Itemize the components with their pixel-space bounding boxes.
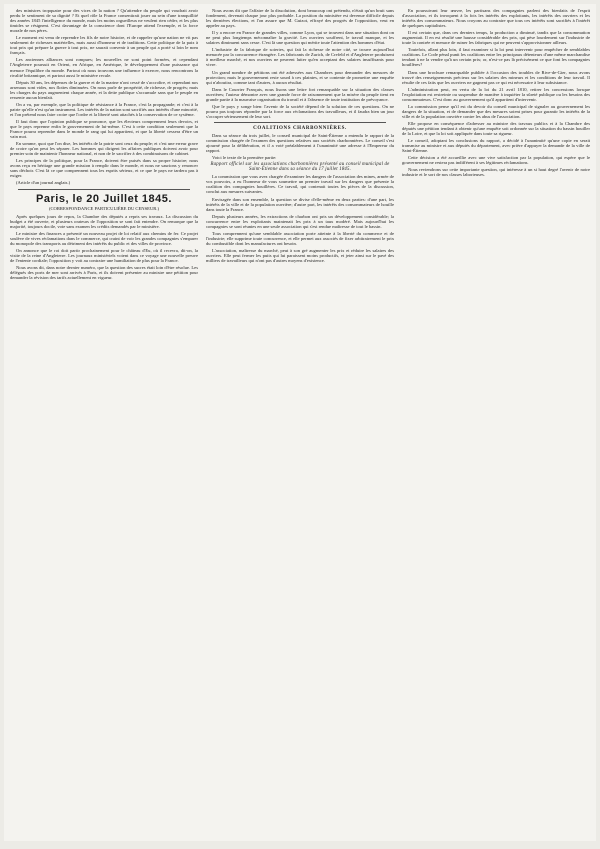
newspaper-page	[4, 4, 596, 841]
paragraph: Tous comprennent qu'une semblable association porte atteinte à la liberté du commerce et de l'industrie; elle supprime toute concurrence, et elle permet aux associés de fixer arbitrairement le prix du combustible dont les manufactures ont besoin.	[206, 230, 394, 246]
paragraph: Cette décision a été accueillie avec une vive satisfaction par la population, qui espère que le gouvernement ne restera pas indifférent à ses légitimes réclamations.	[402, 155, 590, 166]
paragraph: Nous avons dit que l'affaire de la dissolution, dont beaucoup ont prétendu, n'était qu'un bruit sans fondement, devenait chaque jour plus probable. La position du ministère est devenue difficile depuis les dernières élections, et l'on assure que M. Guizot, effrayé des progrès de l'opposition, veut en appeler au pays.	[206, 8, 394, 29]
text-columns	[10, 8, 590, 835]
paragraph: Il y a encore en France de grandes villes, comme Lyon, qui se trouvent dans une situation dont on ne peut plus longtemps méconnaître la gravité. Les ouvriers souffrent, le travail manque, et les salaires diminuent sans cesse. C'est là une question qui mérite toute l'attention des hommes d'état.	[206, 30, 394, 46]
paragraph: Il faut donc que l'opinion publique se prononce, que les électeurs comprennent leurs devoirs, et que le pays reprenne enfin le gouvernement de lui-même. C'est à cette condition seulement que la France pourra reprendre dans le monde le rang qui lui appartient, et que la liberté cessera d'être un vain mot.	[10, 118, 198, 140]
correspondence-subhead: (CORRESPONDANCE PARTICULIÈRE DU CENSEUR.)	[48, 205, 160, 211]
paragraph: L'administration peut, en vertu de la loi du 21 avril 1810, retirer les concessions lorsque l'exploitation est restreinte ou suspendue de manière à inquiéter la sûreté publique ou les besoins des consommateurs. C'est donc au gouvernement qu'il appartient d'intervenir.	[402, 86, 590, 102]
paragraph: Nous reviendrons sur cette importante question, qui intéresse à un si haut degré l'avenir de notre industrie et le sort de nos classes laborieuses.	[402, 167, 590, 178]
paragraph: L'association, maîtresse du marché, peut à son gré augmenter les prix et réduire les salaires des ouvriers. Elle peut fermer les puits qui lui paraissent moins productifs, et jeter ainsi sur le pavé des milliers de travailleurs qui n'ont pas d'autres moyens d'existence.	[206, 247, 394, 264]
paragraph: On a vu, par exemple, que la politique de résistance à la France, c'est la propagande; et c'est à la patrie qu'elle n'est qu'un instrument. Les intérêts de la nation sont sacrifiés aux intérêts d'une minorité, et l'on prétend nous faire croire que l'ordre et la liberté sont attachés à la conservation de ce système.	[10, 101, 198, 117]
report-title: Rapport officiel sur les associations charbonnières présenté au conseil municipal de Saint-Étienne dans sa séance du 17 juillet 1845.	[210, 162, 390, 173]
section-heading: COALITIONS CHARBONNIÈRES.	[253, 125, 347, 131]
paragraph: Le conseil, adoptant les conclusions du rapport, a décidé à l'unanimité qu'une copie en serait transmise au ministre et aux députés du département, avec prière d'appuyer la demande de la ville de Saint-Étienne.	[402, 138, 590, 154]
paragraph: Après quelques jours de repos, la Chambre des députés a repris ses travaux. La discussion du budget a été ouverte, et plusieurs orateurs de l'opposition se sont fait entendre. On remarque que la majorité, toujours docile, vote sans examen les crédits demandés par le ministère.	[10, 213, 198, 229]
column-right	[402, 8, 590, 835]
paragraph: La commission que vous avez chargée d'examiner les dangers de l'association des mines, armée de vos pouvoirs, a eu l'honneur de vous soumettre un premier travail sur les dangers que présente la coalition des compagnies houillères. Ce travail, qui contenait toutes les pièces de la discussion, conclut aux mesures suivantes.	[206, 174, 394, 195]
paragraph: Nous avons dit, dans notre dernier numéro, que la question des sucres était loin d'être résolue. Les délégués des ports de mer sont arrivés à Paris, et ils doivent présenter au ministre une pétition pour demander la révision des tarifs actuellement en vigueur.	[10, 264, 198, 281]
paragraph: Elle propose en conséquence d'adresser au ministre des travaux publics et à la Chambre des députés une pétition tendant à obtenir qu'une enquête soit ordonnée sur la situation du bassin houiller de la Loire, et que la loi soit appliquée dans toute sa rigueur.	[402, 120, 590, 137]
paragraph: En somme, quoi que l'on dise, les intérêts de la patrie sont ceux du peuple; et c'est une erreur grave de croire qu'on peut les séparer. Les hommes qui dirigent les affaires publiques doivent avoir pour premier soin de maintenir l'honneur national, et non de le sacrifier à des combinaisons de cabinet.	[10, 141, 198, 157]
column-middle	[206, 8, 394, 835]
paragraph: Depuis plusieurs années, les extractions de charbon ont pris un développement considérable; la concurrence entre les exploitants maintenait les prix à un taux modéré. Mais aujourd'hui les compagnies se sont réunies en une seule association qui s'est rendue maîtresse de tout le bassin.	[206, 213, 394, 229]
paragraph: La commission pense qu'il est du devoir du conseil municipal de signaler au gouvernement les dangers de la situation, et de demander que des mesures soient prises pour garantir les intérêts de la ville et de la population ouvrière contre les abus de l'association.	[402, 103, 590, 119]
divider	[18, 189, 190, 190]
paragraph: Il est certain que, dans ces derniers temps, la production a diminué, tandis que la consommation augmentait. Il en est résulté une hausse considérable des prix, qui pèse lourdement sur l'industrie de toute la contrée et menace de ruiner les fabriques qui ne peuvent s'approvisionner ailleurs.	[402, 30, 590, 46]
paragraph: Le ministre des finances a présenté un nouveau projet de loi relatif aux chemins de fer. Ce projet soulève de vives réclamations dans le commerce, qui craint de voir les grandes compagnies s'emparer du monopole des transports au détriment des intérêts du public et des villes de province.	[10, 230, 198, 246]
paragraph: Dans le Courrier Français, nous lisons une lettre fort remarquable sur la situation des classes ouvrières; l'auteur démontre avec une grande force de raisonnement que la misère du peuple tient en grande partie à la mauvaise organisation du travail et à l'absence de toute institution de prévoyance.	[206, 86, 394, 102]
paragraph: Toutefois, allant plus loin, il faut examiner si la loi peut intervenir pour empêcher de semblables coalitions. Le Code pénal punit les coalitions entre les principaux détenteurs d'une même marchandise tendant à ne la vendre qu'à un certain prix; or, n'est-ce pas là précisément ce que font les compagnies houillères?	[402, 47, 590, 68]
paragraph: L'industrie de la fabrique de soieries, qui fait la richesse de notre cité, se trouve aujourd'hui menacée par la concurrence étrangère. Les fabricants de Zurich, de Crefeld et d'Angleterre produisent à meilleur marché, et nos ouvriers ne peuvent lutter qu'en acceptant des salaires insuffisants pour vivre.	[206, 47, 394, 68]
paragraph: Dans une brochure remarquable publiée à l'occasion des troubles de Rive-de-Gier, nous avons trouvé des renseignements précieux sur les salaires des mineurs et les conditions de leur travail. Il résulte de ces faits que les ouvriers ne gagnent pas ce qui est nécessaire à leur subsistance.	[402, 69, 590, 85]
paragraph: Dépuis 30 ans, les dépenses de la guerre et de la marine n'ont cessé de s'accroître, et cependant nos arsenaux sont vides, nos flottes diminuées. On nous parle de prospérité, de richesse, de progrès; mais les charges du pays augmentent chaque année, et la dette publique s'accumule sans que le peuple en ressente aucun bienfait.	[10, 79, 198, 100]
paragraph: Que le pays y songe bien: l'avenir de la société dépend de la solution de ces questions. On ne pourra pas toujours répondre par la force aux réclamations des travailleurs, et il faudra bien un jour s'occuper sérieusement de leur sort.	[206, 103, 394, 119]
divider	[214, 122, 386, 123]
paragraph: Dans sa séance du trois juillet, le conseil municipal de Saint-Étienne a entendu le rapport de la commission chargée de l'examen des questions relatives aux sociétés charbonnières. Le conseil s'est ajourné pour la délibération, et il a voté préalablement à l'unanimité une adresse à l'Empereur du rapport.	[206, 132, 394, 154]
dateline: Paris, le 20 Juillet 1845.	[36, 192, 172, 205]
paragraph: En poursuivant leur œuvre, les partisans des compagnies parlent des bienfaits de l'esprit d'association, et ils invoquent à la fois les intérêts des exploitants, les intérêts des ouvriers et les intérêts des consommateurs. Nous croyons au contraire que tous ces intérêts sont sacrifiés à l'intérêt de quelques capitalistes.	[402, 8, 590, 29]
paragraph: Voici le texte de la première partie:	[212, 155, 277, 161]
paragraph: des ministres tropquatre pour des vices de la nation ? Qu'attendre du peuple qui voudrait avoir perdu le sentiment de sa dignité ? Et quel rôle la France consentirait jouer au sein d'une tranquillité des années 1845 l'intelligence du monde, mais les moins orgueilleux ne veulent rien céder, et les plus timides se résignent. C'est davantage de la conscience dont l'Europe attend l'exemple, et la force morale de nos pères.	[10, 8, 198, 34]
paragraph: Un grand nombre de pétitions ont été adressées aux Chambres pour demander des mesures de protection; mais le gouvernement reste sourd à ces plaintes, et se contente de promettre une enquête qui n'aboutira, comme tant d'autres, à aucun résultat.	[206, 69, 394, 85]
article-source: (Article d'un journal anglais.)	[16, 180, 71, 186]
paragraph: Envisagée dans son ensemble, la question se divise d'elle-même en deux parties: d'une part, les intérêts de la ville et de la population ouvrière; d'autre part, les intérêts des consommateurs de houille dans toute la France.	[206, 196, 394, 212]
paragraph: Le moment est venu de reprendre les fils de notre histoire, et de rappeler qu'une nation ne vit pas seulement de richesses matérielles, mais aussi d'honneur et de traditions. Cette politique de la paix à tout prix qui prépare la guerre à tout prix, ne saurait convenir à un peuple qui a porté si loin le nom français.	[10, 35, 198, 56]
paragraph: On annonce que le roi doit partir prochainement pour le château d'Eu, où il recevra, dit-on, la visite de la reine d'Angleterre. Les journaux ministériels voient dans ce voyage une nouvelle preuve de l'entente cordiale; l'opposition y voit au contraire une humiliation de plus pour la France.	[10, 247, 198, 263]
paragraph: Les anciennes alliances sont rompues; les nouvelles ne sont point formées, et cependant l'Angleterre poursuit en Orient, en Afrique, en Amérique, le développement d'une puissance qui menace l'équilibre du monde. Partout où nous trouvons une influence à exercer, nous rencontrons la rivalité britannique, et partout aussi le ministère recule.	[10, 57, 198, 78]
paragraph: Les principes de la politique, pour la France, doivent être puisés dans sa propre histoire; nous avons reçu en héritage une grande mission à remplir dans le monde, et nous ne saurions y renoncer sans déchoir. C'est là ce que comprennent tous les esprits sérieux, et ce que le pays ne tardera pas à exiger.	[10, 158, 198, 179]
column-left	[10, 8, 198, 835]
